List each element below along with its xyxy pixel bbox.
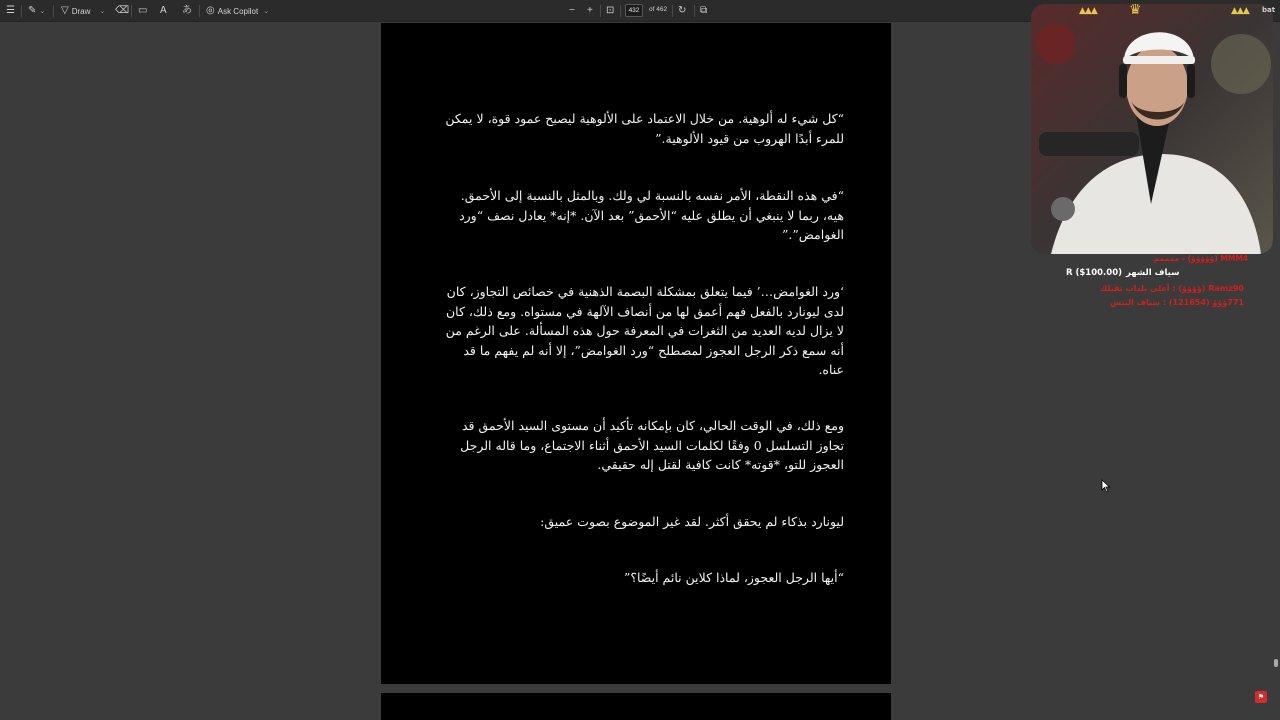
text-box-button[interactable] xyxy=(138,3,147,19)
chevron-down-icon: ⌄ xyxy=(39,8,46,15)
chevron-down-icon: ⌄ xyxy=(263,8,270,15)
scrollbar-thumb[interactable] xyxy=(1274,659,1278,667)
crown-icon: ▲▲▲ xyxy=(1079,6,1097,16)
chevron-down-icon: ⌄ xyxy=(99,8,106,15)
mouse-cursor-icon xyxy=(1101,479,1111,493)
crown-icon: ▲▲▲ xyxy=(1231,6,1249,16)
read-aloud-button[interactable] xyxy=(160,3,167,19)
month-supporter-label: سياف الشهر xyxy=(1126,268,1180,278)
fit-page-icon: ⊡ xyxy=(606,5,615,16)
streamer-camera-image xyxy=(1031,4,1276,254)
toolbar-divider xyxy=(600,5,601,17)
toolbar-divider xyxy=(199,5,200,17)
pdf-page-next xyxy=(381,693,891,720)
paragraph: “في هذه النقطة، الأمر نفسه بالنسبة لي ولك. وبالمثل بالنسبة إلى الأحمق. هيه، ربما لا ينبغي أن يطلق عليه “الأحمق” بعد الآن. *إنه* يعادل نصف “ورد الغوامض”.” xyxy=(459,188,844,243)
fit-page-button[interactable] xyxy=(606,3,614,19)
month-supporter-value: R ($100.00) xyxy=(1066,268,1122,278)
highlight-button[interactable] xyxy=(28,3,45,19)
overlay-red-line: 771ؤؤؤ (121654) : سياف البتس xyxy=(1110,298,1244,307)
paragraph: ‘ورد الغوامض…’ فيما يتعلق بمشكلة البصمة الذهنية في خصائص التجاوز، كان لدى ليونارد بالفعل فهم أعمق لها من أنصاف الآلهة في مستواه. ومع ذلك، كان لا يزال لديه العديد من الثغرات في المعرفة حول هذه المسألة. على الرغم من أنه سمع ذكر الرجل العجوز لمصطلح “ورد الغوامض”، إلا أنه لم يفهم ما قد عناه. xyxy=(445,284,844,378)
toolbar-divider xyxy=(694,5,695,17)
list-icon: ☰ xyxy=(6,5,15,16)
paragraph: “أيها الرجل العجوز، لماذا كلاين نائم أيضًا؟” xyxy=(623,570,844,585)
draw-button[interactable] xyxy=(61,3,105,19)
draw-label: Draw xyxy=(71,6,91,16)
crown-icon: ♛ xyxy=(1129,4,1141,18)
overlay-corner-text: bat xyxy=(1262,6,1276,14)
month-supporter xyxy=(1066,268,1206,278)
translate-button[interactable] xyxy=(182,3,192,19)
ask-copilot-button[interactable] xyxy=(206,3,269,19)
ask-copilot-label: Ask Copilot xyxy=(217,6,259,16)
contents-button[interactable] xyxy=(6,3,15,19)
pdf-page xyxy=(381,23,891,684)
eraser-icon: ⌫ xyxy=(115,5,130,16)
page-view-icon: ⧉ xyxy=(700,5,708,16)
minus-icon: − xyxy=(569,5,575,16)
paragraph: ليونارد بذكاء لم يحقق أكثر. لقد غير الموضوع بصوت عميق: xyxy=(540,514,844,529)
rotate-icon: ↻ xyxy=(678,5,687,16)
pen-icon: ▽ xyxy=(61,5,69,16)
toolbar-divider xyxy=(620,5,621,17)
text-box-icon: ▭ xyxy=(138,5,148,16)
copilot-icon: ◎ xyxy=(206,5,215,16)
toolbar-divider xyxy=(53,5,54,17)
paragraph: “كل شيء له ألوهية. من خلال الاعتماد على الألوهية ليصبح عمود قوة، لا يمكن للمرء أبدًا الهروب من قيود الألوهية.” xyxy=(445,111,844,146)
plus-icon: + xyxy=(587,5,593,16)
zoom-out-button[interactable] xyxy=(569,3,575,19)
pdf-icon: ⚑ xyxy=(1255,691,1267,703)
translate-icon: あ xyxy=(182,5,192,16)
page-number-input[interactable]: 432 xyxy=(625,4,643,17)
paragraph: ومع ذلك، في الوقت الحالي، كان بإمكانه تأكيد أن مستوى السيد الأحمق قد تجاوز التسلسل 0 وفقًا لكلمات السيد الأحمق أثناء الاجتماع، وما قاله الرجل العجوز للتو، *قوته* كانت كافية لقتل إله حقيقي. xyxy=(460,418,844,473)
rotate-button[interactable] xyxy=(678,3,686,19)
overlay-red-line: MMM4 (ؤؤؤؤؤ) - ممممم xyxy=(1153,254,1248,263)
highlighter-icon: ✎ xyxy=(28,5,37,16)
zoom-in-button[interactable] xyxy=(587,3,593,19)
webcam-overlay xyxy=(1031,4,1276,254)
toolbar-divider xyxy=(21,5,22,17)
erase-button[interactable] xyxy=(115,3,129,19)
toolbar-divider xyxy=(131,5,132,17)
page-view-button[interactable] xyxy=(700,3,707,19)
read-aloud-icon: A xyxy=(160,5,167,16)
toolbar-divider xyxy=(672,5,673,17)
overlay-red-line: Ramz90 (ؤؤؤؤ) : أعلى بلدات تقبلك xyxy=(1100,284,1244,293)
page-total: of 462 xyxy=(649,6,668,13)
